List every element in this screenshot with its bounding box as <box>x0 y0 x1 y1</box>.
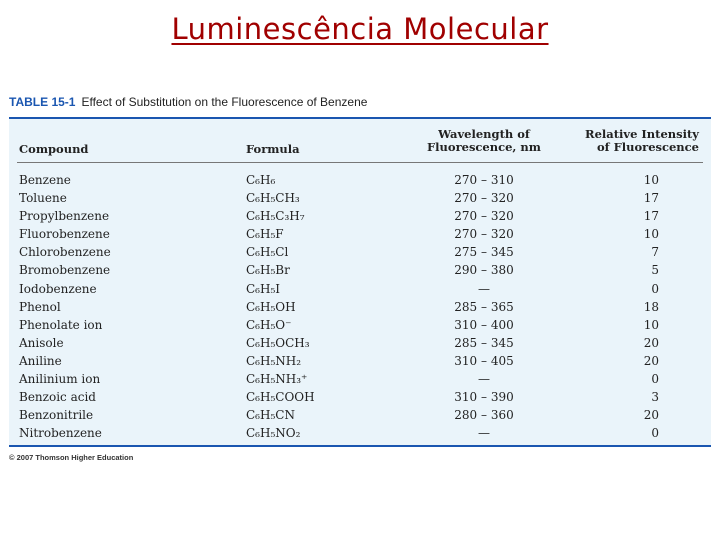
wavelength-cell: 310 – 390 <box>454 390 514 405</box>
formula-cell: C₆H₅NO₂ <box>246 426 301 441</box>
header-intensity-line2: of Fluorescence <box>596 140 699 154</box>
wavelength-cell: — <box>478 372 490 387</box>
table-row <box>9 334 711 352</box>
formula-cell: C₆H₅NH₃⁺ <box>246 372 308 387</box>
formula-cell: C₆H₅CN <box>246 408 295 423</box>
intensity-cell: 17 <box>643 209 659 224</box>
compound-cell: Chlorobenzene <box>19 245 111 260</box>
table-row <box>9 261 711 279</box>
intensity-cell: 20 <box>643 335 659 350</box>
formula-cell: C₆H₅C₃H₇ <box>246 209 305 224</box>
compound-cell: Aniline <box>19 353 62 368</box>
slide-title: Luminescência Molecular <box>171 12 549 46</box>
formula-cell: C₆H₅OH <box>246 299 296 314</box>
intensity-cell: 3 <box>651 390 659 405</box>
table-row <box>9 424 711 442</box>
table-row <box>9 370 711 388</box>
copyright-footer: © 2007 Thomson Higher Education <box>9 453 134 462</box>
formula-cell: C₆H₅NH₂ <box>246 353 302 368</box>
intensity-cell: 5 <box>651 263 659 278</box>
formula-cell: C₆H₆ <box>246 173 276 187</box>
formula-cell: C₆H₅O⁻ <box>246 317 292 332</box>
intensity-cell: 7 <box>651 245 659 260</box>
compound-cell: Fluorobenzene <box>19 227 110 242</box>
compound-cell: Toluene <box>19 191 67 206</box>
table-row <box>9 243 711 261</box>
header-wavelength-line2: Fluorescence, nm <box>427 140 541 154</box>
header-intensity-line1: Relative Intensity <box>585 127 699 141</box>
table-row <box>9 298 711 316</box>
table-row <box>9 388 711 406</box>
table-caption <box>9 95 367 109</box>
wavelength-cell: 270 – 310 <box>454 173 514 187</box>
header-wavelength-line1: Wavelength of <box>438 127 530 141</box>
table-number: TABLE 15-1 <box>9 95 76 109</box>
header-formula: Formula <box>246 142 300 156</box>
header-compound: Compound <box>19 142 89 156</box>
formula-cell: C₆H₅CH₃ <box>246 191 300 206</box>
compound-cell: Nitrobenzene <box>19 426 102 441</box>
wavelength-cell: 285 – 365 <box>454 299 514 314</box>
formula-cell: C₆H₅Br <box>246 263 290 278</box>
table-row <box>9 352 711 370</box>
compound-cell: Benzonitrile <box>19 408 94 423</box>
intensity-cell: 0 <box>651 372 659 387</box>
table-body <box>9 171 711 442</box>
compound-cell: Phenol <box>19 299 61 314</box>
intensity-cell: 10 <box>643 227 659 242</box>
intensity-cell: 0 <box>651 426 659 441</box>
table-row <box>9 225 711 243</box>
compound-cell: Anilinium ion <box>19 372 101 387</box>
header-divider <box>17 162 703 163</box>
wavelength-cell: 270 – 320 <box>454 227 514 242</box>
compound-cell: Iodobenzene <box>19 281 97 296</box>
wavelength-cell: — <box>478 281 490 296</box>
table-row <box>9 171 711 189</box>
header-wavelength <box>419 128 549 154</box>
wavelength-cell: — <box>478 426 490 441</box>
table-row <box>9 280 711 298</box>
wavelength-cell: 285 – 345 <box>454 335 514 350</box>
formula-cell: C₆H₅Cl <box>246 245 289 260</box>
wavelength-cell: 310 – 400 <box>454 317 514 332</box>
intensity-cell: 10 <box>643 173 659 187</box>
table-row <box>9 189 711 207</box>
compound-cell: Bromobenzene <box>19 263 111 278</box>
table-title: Effect of Substitution on the Fluorescence of Benzene <box>81 95 368 109</box>
wavelength-cell: 275 – 345 <box>454 245 514 260</box>
wavelength-cell: 310 – 405 <box>454 353 514 368</box>
formula-cell: C₆H₅F <box>246 227 284 242</box>
intensity-cell: 20 <box>643 408 659 423</box>
fluorescence-table <box>9 117 711 447</box>
formula-cell: C₆H₅OCH₃ <box>246 335 310 350</box>
intensity-cell: 17 <box>643 191 659 206</box>
compound-cell: Benzoic acid <box>19 390 96 405</box>
wavelength-cell: 270 – 320 <box>454 209 514 224</box>
table-row <box>9 316 711 334</box>
header-intensity <box>579 128 709 154</box>
intensity-cell: 20 <box>643 353 659 368</box>
intensity-cell: 10 <box>643 317 659 332</box>
formula-cell: C₆H₅COOH <box>246 390 315 405</box>
compound-cell: Propylbenzene <box>19 209 110 224</box>
wavelength-cell: 290 – 380 <box>454 263 514 278</box>
compound-cell: Anisole <box>19 335 64 350</box>
wavelength-cell: 270 – 320 <box>454 191 514 206</box>
compound-cell: Benzene <box>19 173 71 187</box>
table-row <box>9 406 711 424</box>
wavelength-cell: 280 – 360 <box>454 408 514 423</box>
compound-cell: Phenolate ion <box>19 317 103 332</box>
intensity-cell: 18 <box>643 299 659 314</box>
table-row <box>9 207 711 225</box>
intensity-cell: 0 <box>651 281 659 296</box>
formula-cell: C₆H₅I <box>246 281 281 296</box>
